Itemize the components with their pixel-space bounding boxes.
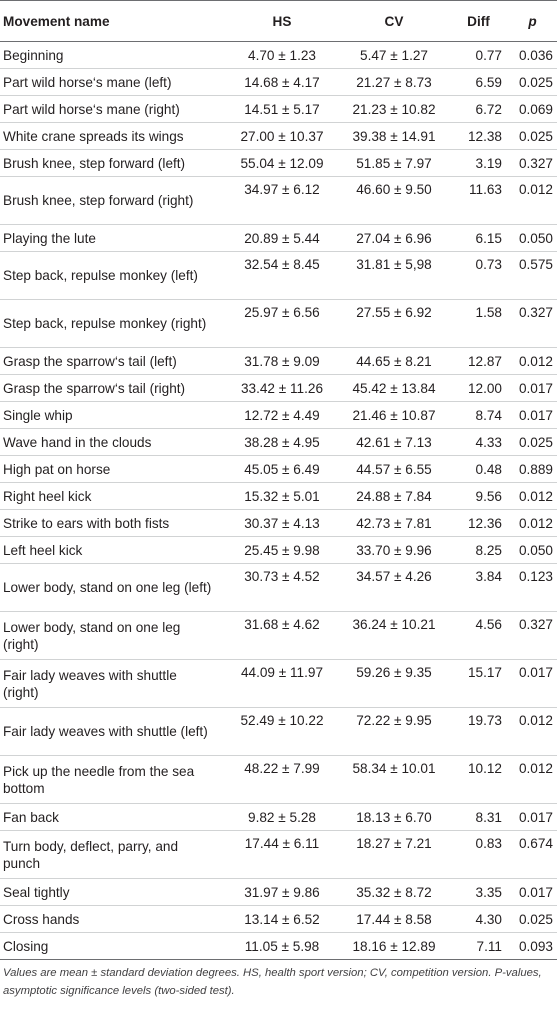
header-p: p [504, 1, 557, 42]
cell-diff: 3.35 [447, 879, 504, 906]
cell-p: 0.327 [504, 150, 557, 177]
cell-p: 0.012 [504, 756, 557, 804]
cell-p: 0.012 [504, 177, 557, 225]
cell-diff: 12.38 [447, 123, 504, 150]
cell-p: 0.017 [504, 375, 557, 402]
cell-movement-name: Part wild horse‘s mane (left) [0, 69, 217, 96]
table-row [0, 510, 557, 537]
cell-cv: 45.42 ± 13.84 [329, 375, 447, 402]
cell-cv: 58.34 ± 10.01 [329, 756, 447, 804]
cell-movement-name: Part wild horse‘s mane (right) [0, 96, 217, 123]
table-header [0, 1, 557, 42]
cell-hs: 38.28 ± 4.95 [217, 429, 329, 456]
cell-movement-name: Brush knee, step forward (right) [0, 177, 217, 225]
cell-cv: 36.24 ± 10.21 [329, 612, 447, 660]
cell-cv: 18.16 ± 12.89 [329, 933, 447, 960]
cell-movement-name: Strike to ears with both fists [0, 510, 217, 537]
cell-hs: 17.44 ± 6.11 [217, 831, 329, 879]
table-row [0, 177, 557, 225]
cell-p: 0.025 [504, 429, 557, 456]
cell-p: 0.050 [504, 537, 557, 564]
table-row [0, 69, 557, 96]
cell-movement-name: Beginning [0, 42, 217, 69]
cell-hs: 27.00 ± 10.37 [217, 123, 329, 150]
cell-hs: 20.89 ± 5.44 [217, 225, 329, 252]
cell-hs: 14.51 ± 5.17 [217, 96, 329, 123]
cell-cv: 51.85 ± 7.97 [329, 150, 447, 177]
cell-cv: 44.65 ± 8.21 [329, 348, 447, 375]
cell-diff: 0.77 [447, 42, 504, 69]
cell-p: 0.012 [504, 483, 557, 510]
cell-movement-name: Playing the lute [0, 225, 217, 252]
cell-cv: 21.27 ± 8.73 [329, 69, 447, 96]
cell-cv: 34.57 ± 4.26 [329, 564, 447, 612]
table-row [0, 252, 557, 300]
cell-diff: 8.31 [447, 804, 504, 831]
table-row [0, 660, 557, 708]
cell-cv: 18.13 ± 6.70 [329, 804, 447, 831]
table-row [0, 150, 557, 177]
table-row [0, 537, 557, 564]
header-diff: Diff [447, 1, 504, 42]
cell-p: 0.889 [504, 456, 557, 483]
cell-hs: 25.45 ± 9.98 [217, 537, 329, 564]
table-row [0, 804, 557, 831]
cell-movement-name: Fair lady weaves with shuttle (right) [0, 660, 217, 708]
cell-hs: 32.54 ± 8.45 [217, 252, 329, 300]
cell-cv: 5.47 ± 1.27 [329, 42, 447, 69]
cell-hs: 4.70 ± 1.23 [217, 42, 329, 69]
cell-diff: 8.74 [447, 402, 504, 429]
table-row [0, 42, 557, 69]
header-movement-name: Movement name [0, 1, 217, 42]
cell-movement-name: Fan back [0, 804, 217, 831]
table-row [0, 225, 557, 252]
cell-diff: 4.56 [447, 612, 504, 660]
cell-p: 0.025 [504, 906, 557, 933]
cell-cv: 17.44 ± 8.58 [329, 906, 447, 933]
cell-movement-name: Step back, repulse monkey (left) [0, 252, 217, 300]
cell-p: 0.093 [504, 933, 557, 960]
table-row [0, 348, 557, 375]
cell-movement-name: Single whip [0, 402, 217, 429]
cell-diff: 12.87 [447, 348, 504, 375]
cell-hs: 9.82 ± 5.28 [217, 804, 329, 831]
table-row [0, 456, 557, 483]
cell-hs: 52.49 ± 10.22 [217, 708, 329, 756]
cell-hs: 11.05 ± 5.98 [217, 933, 329, 960]
cell-hs: 33.42 ± 11.26 [217, 375, 329, 402]
cell-movement-name: Pick up the needle from the sea bottom [0, 756, 217, 804]
cell-p: 0.069 [504, 96, 557, 123]
cell-hs: 12.72 ± 4.49 [217, 402, 329, 429]
cell-cv: 42.73 ± 7.81 [329, 510, 447, 537]
cell-p: 0.012 [504, 510, 557, 537]
table-row [0, 483, 557, 510]
cell-movement-name: Seal tightly [0, 879, 217, 906]
cell-diff: 4.30 [447, 906, 504, 933]
cell-diff: 0.73 [447, 252, 504, 300]
cell-cv: 31.81 ± 5,98 [329, 252, 447, 300]
table-row [0, 612, 557, 660]
cell-cv: 42.61 ± 7.13 [329, 429, 447, 456]
cell-p: 0.017 [504, 879, 557, 906]
cell-diff: 1.58 [447, 300, 504, 348]
cell-movement-name: White crane spreads its wings [0, 123, 217, 150]
cell-cv: 46.60 ± 9.50 [329, 177, 447, 225]
cell-diff: 4.33 [447, 429, 504, 456]
cell-cv: 72.22 ± 9.95 [329, 708, 447, 756]
table-row [0, 96, 557, 123]
cell-diff: 3.84 [447, 564, 504, 612]
cell-hs: 30.37 ± 4.13 [217, 510, 329, 537]
cell-hs: 44.09 ± 11.97 [217, 660, 329, 708]
cell-hs: 31.78 ± 9.09 [217, 348, 329, 375]
cell-hs: 25.97 ± 6.56 [217, 300, 329, 348]
cell-diff: 12.36 [447, 510, 504, 537]
header-hs: HS [217, 1, 329, 42]
cell-diff: 6.59 [447, 69, 504, 96]
table-row [0, 933, 557, 960]
cell-hs: 30.73 ± 4.52 [217, 564, 329, 612]
cell-hs: 13.14 ± 6.52 [217, 906, 329, 933]
cell-hs: 31.68 ± 4.62 [217, 612, 329, 660]
table-row [0, 375, 557, 402]
cell-p: 0.575 [504, 252, 557, 300]
cell-movement-name: Brush knee, step forward (left) [0, 150, 217, 177]
cell-hs: 34.97 ± 6.12 [217, 177, 329, 225]
cell-movement-name: Step back, repulse monkey (right) [0, 300, 217, 348]
cell-cv: 27.04 ± 6.96 [329, 225, 447, 252]
table-footnote: Values are mean ± standard deviation degrees. HS, health sport version; CV, competition version. P-values, asymptotic significance levels (two-sided test). [3, 967, 542, 997]
cell-cv: 39.38 ± 14.91 [329, 123, 447, 150]
cell-diff: 0.83 [447, 831, 504, 879]
cell-movement-name: Turn body, deflect, parry, and punch [0, 831, 217, 879]
cell-diff: 6.72 [447, 96, 504, 123]
table-row [0, 300, 557, 348]
cell-diff: 7.11 [447, 933, 504, 960]
cell-movement-name: Right heel kick [0, 483, 217, 510]
cell-diff: 9.56 [447, 483, 504, 510]
cell-p: 0.025 [504, 69, 557, 96]
cell-hs: 55.04 ± 12.09 [217, 150, 329, 177]
cell-diff: 15.17 [447, 660, 504, 708]
cell-movement-name: Wave hand in the clouds [0, 429, 217, 456]
cell-diff: 11.63 [447, 177, 504, 225]
cell-movement-name: Grasp the sparrow‘s tail (left) [0, 348, 217, 375]
cell-movement-name: Left heel kick [0, 537, 217, 564]
table-body [0, 42, 557, 960]
cell-diff: 19.73 [447, 708, 504, 756]
cell-cv: 24.88 ± 7.84 [329, 483, 447, 510]
table-row [0, 708, 557, 756]
table-row [0, 831, 557, 879]
table-row [0, 756, 557, 804]
table-row [0, 906, 557, 933]
cell-cv: 27.55 ± 6.92 [329, 300, 447, 348]
cell-cv: 59.26 ± 9.35 [329, 660, 447, 708]
cell-diff: 0.48 [447, 456, 504, 483]
cell-movement-name: Closing [0, 933, 217, 960]
cell-p: 0.036 [504, 42, 557, 69]
cell-movement-name: Lower body, stand on one leg (right) [0, 612, 217, 660]
table-row [0, 402, 557, 429]
cell-p: 0.012 [504, 708, 557, 756]
cell-hs: 45.05 ± 6.49 [217, 456, 329, 483]
cell-cv: 18.27 ± 7.21 [329, 831, 447, 879]
cell-cv: 35.32 ± 8.72 [329, 879, 447, 906]
cell-cv: 21.23 ± 10.82 [329, 96, 447, 123]
cell-p: 0.017 [504, 402, 557, 429]
cell-hs: 15.32 ± 5.01 [217, 483, 329, 510]
cell-diff: 12.00 [447, 375, 504, 402]
cell-p: 0.327 [504, 612, 557, 660]
cell-cv: 21.46 ± 10.87 [329, 402, 447, 429]
cell-p: 0.123 [504, 564, 557, 612]
cell-p: 0.025 [504, 123, 557, 150]
cell-p: 0.017 [504, 804, 557, 831]
cell-diff: 8.25 [447, 537, 504, 564]
header-cv: CV [329, 1, 447, 42]
cell-hs: 48.22 ± 7.99 [217, 756, 329, 804]
cell-movement-name: Fair lady weaves with shuttle (left) [0, 708, 217, 756]
cell-movement-name: Grasp the sparrow‘s tail (right) [0, 375, 217, 402]
cell-p: 0.050 [504, 225, 557, 252]
cell-movement-name: High pat on horse [0, 456, 217, 483]
cell-diff: 10.12 [447, 756, 504, 804]
cell-p: 0.012 [504, 348, 557, 375]
cell-movement-name: Cross hands [0, 906, 217, 933]
table-row [0, 879, 557, 906]
cell-hs: 31.97 ± 9.86 [217, 879, 329, 906]
cell-cv: 44.57 ± 6.55 [329, 456, 447, 483]
table-row [0, 564, 557, 612]
cell-diff: 3.19 [447, 150, 504, 177]
cell-diff: 6.15 [447, 225, 504, 252]
cell-hs: 14.68 ± 4.17 [217, 69, 329, 96]
table-row [0, 123, 557, 150]
cell-cv: 33.70 ± 9.96 [329, 537, 447, 564]
header-row [0, 1, 557, 42]
cell-p: 0.017 [504, 660, 557, 708]
cell-movement-name: Lower body, stand on one leg (left) [0, 564, 217, 612]
table-row [0, 429, 557, 456]
cell-p: 0.327 [504, 300, 557, 348]
cell-p: 0.674 [504, 831, 557, 879]
